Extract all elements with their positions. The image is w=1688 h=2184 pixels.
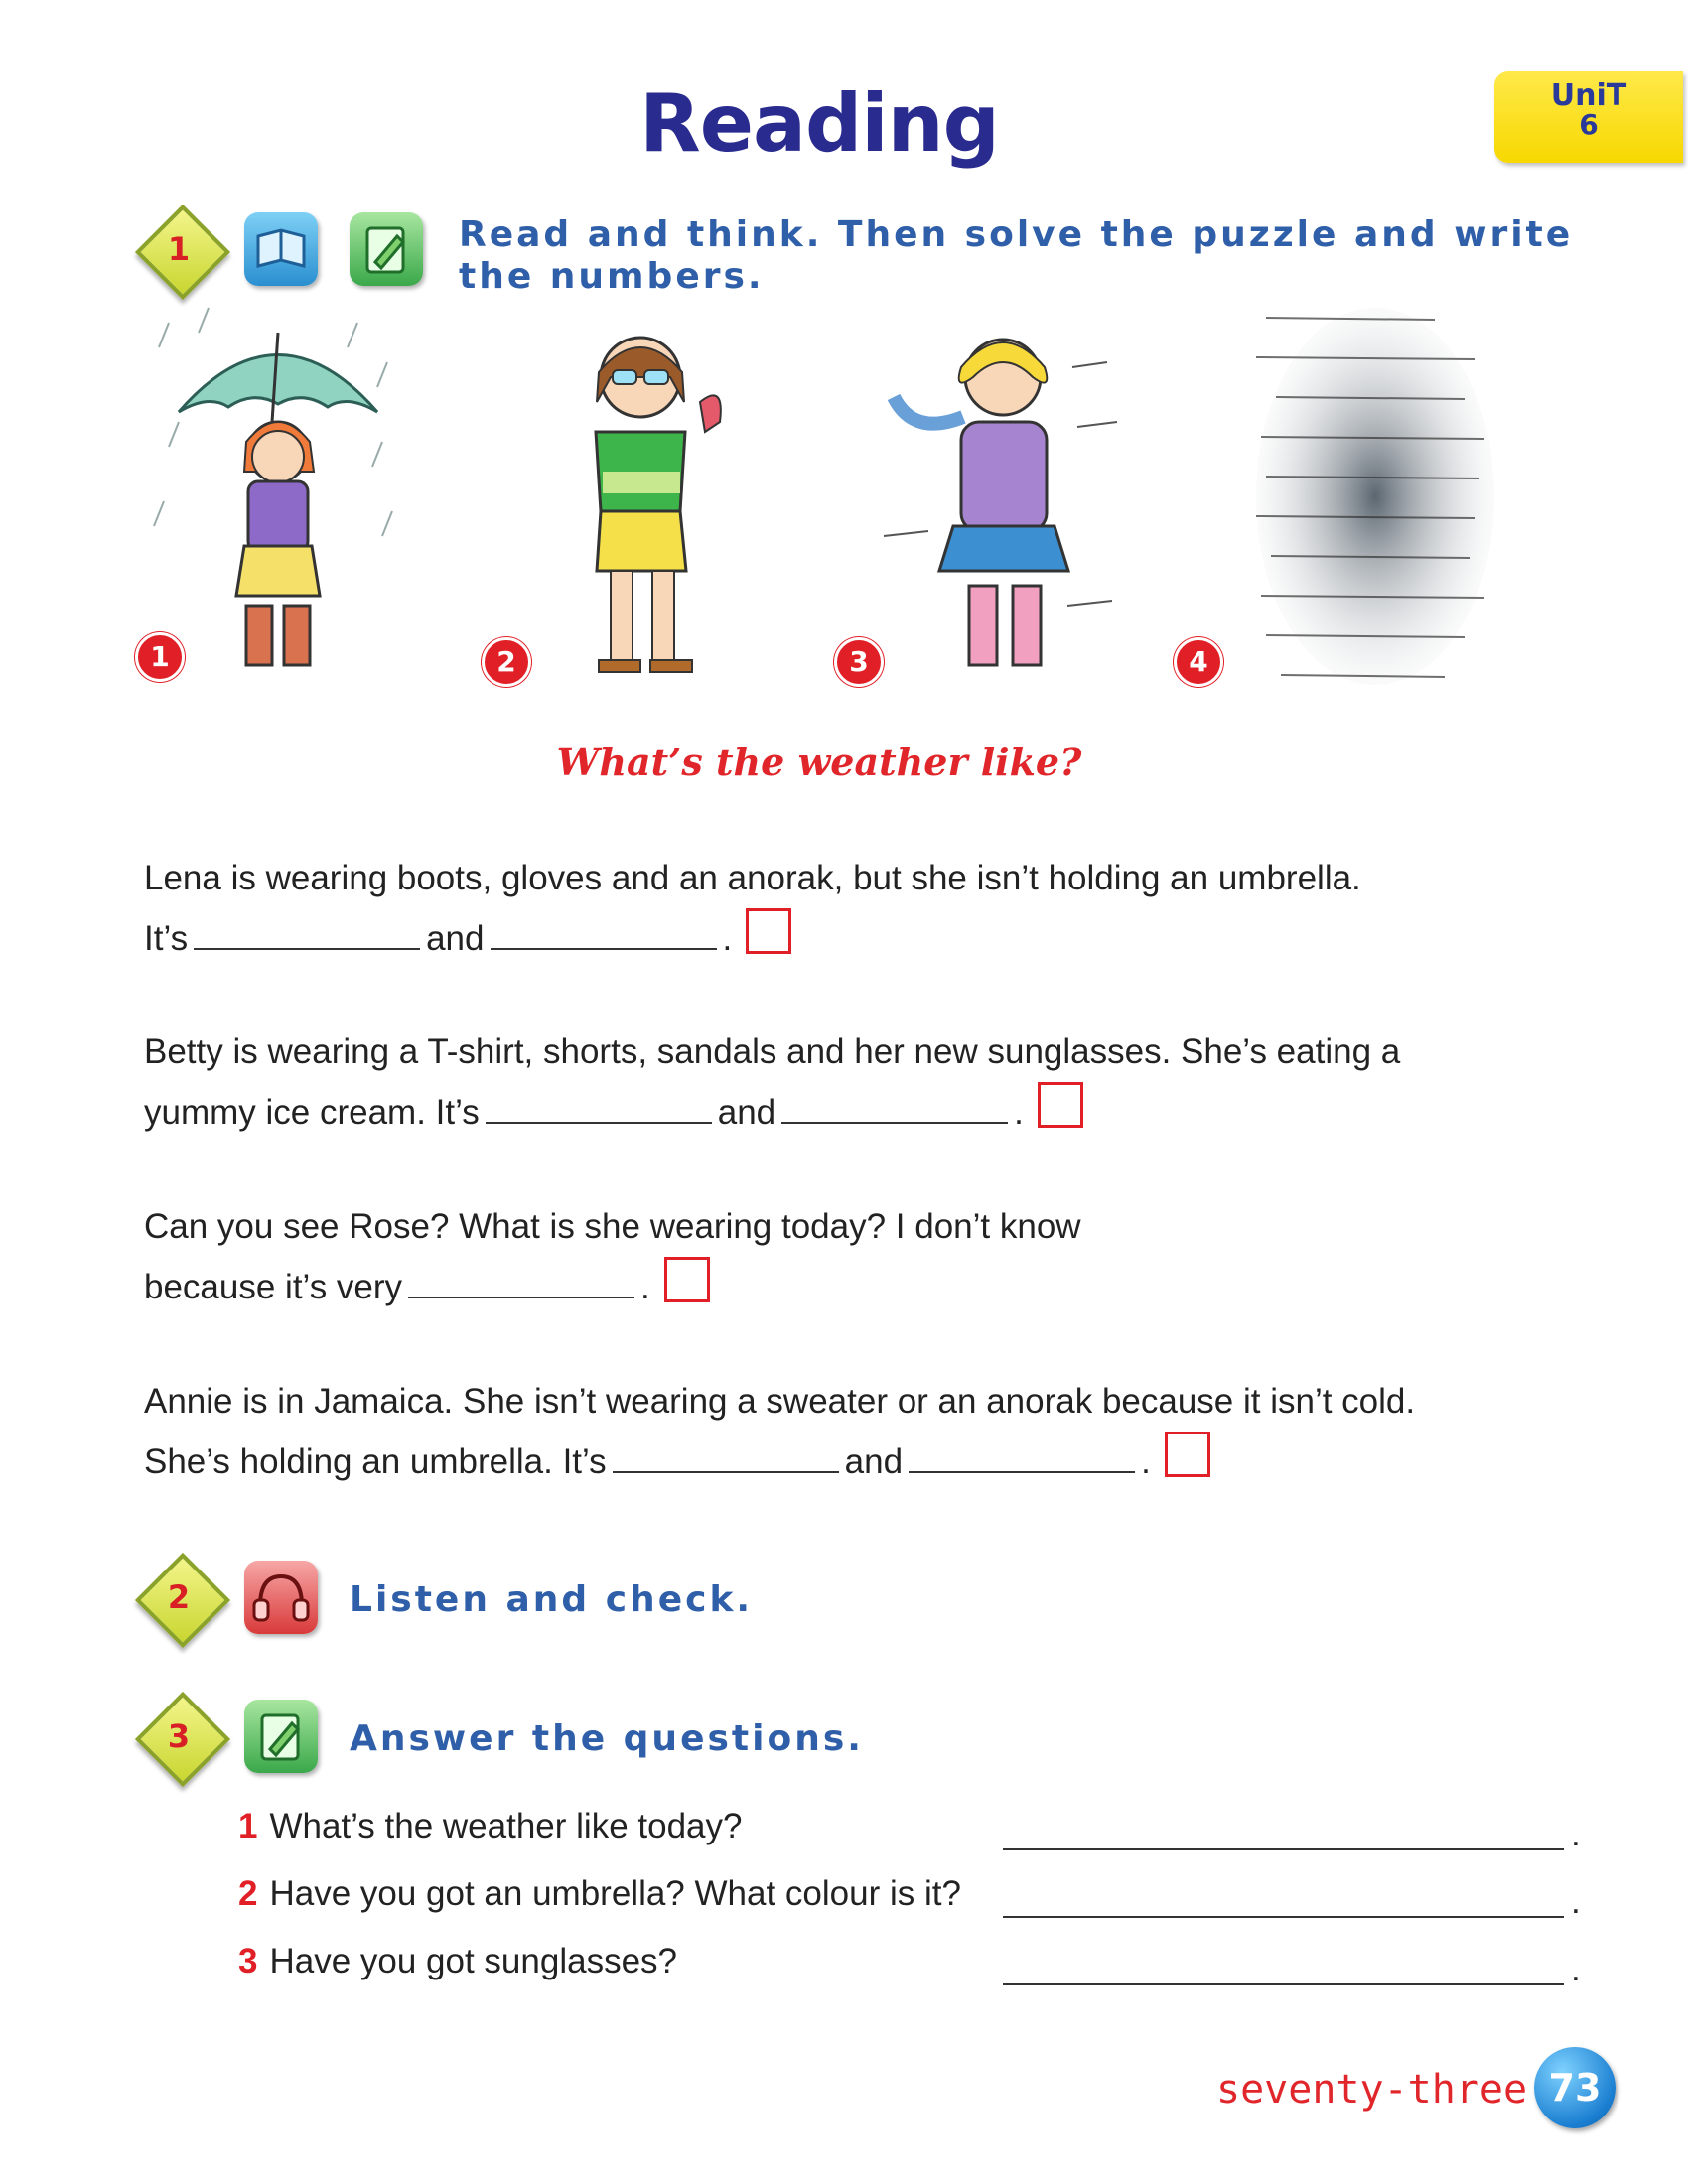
picture-badge-1: 1 (135, 632, 185, 682)
question-2 (238, 1874, 961, 1914)
paragraph-lena (144, 849, 1361, 969)
answer-line-1[interactable] (1003, 1848, 1564, 1850)
picture-windy-girl (874, 308, 1122, 690)
picture-badge-3: 3 (834, 637, 884, 687)
paragraph-line (144, 908, 1361, 969)
exercise-2-instruction: Listen and check. (350, 1579, 754, 1620)
unit-number: 6 (1579, 108, 1599, 141)
unit-tab (1494, 71, 1683, 163)
headphones-icon (244, 1561, 318, 1634)
paragraph-line (144, 1432, 1415, 1492)
text-segment: because it’s very (144, 1268, 403, 1306)
number-box[interactable] (1165, 1432, 1210, 1477)
exercise-3-number: 3 (167, 1717, 191, 1755)
answer-blank[interactable] (781, 1088, 1008, 1124)
paragraph-line: Betty is wearing a T-shirt, shorts, sandals and her new sunglasses. She’s eating a (144, 1032, 1401, 1071)
paragraph-line (144, 1082, 1400, 1143)
page-number-words: seventy-three (1216, 2067, 1528, 2113)
text-segment: and (426, 919, 485, 958)
question-1 (238, 1807, 742, 1846)
text-segment: yummy ice cream. It’s (144, 1093, 480, 1132)
picture-foggy-figure (1236, 298, 1509, 695)
answer-line-2[interactable] (1003, 1916, 1564, 1918)
pencil-icon (350, 212, 423, 286)
exercise-3-instruction: Answer the questions. (350, 1718, 864, 1759)
question-text: What’s the weather like today? (269, 1807, 743, 1845)
text-segment: It’s (144, 919, 189, 958)
paragraph-betty (144, 1023, 1400, 1143)
paragraph-line: Annie is in Jamaica. She isn’t wearing a sweater or an anorak because it isn’t cold. (144, 1382, 1416, 1421)
text-segment: . (640, 1268, 650, 1306)
picture-rainy-girl (149, 303, 407, 690)
question-3 (238, 1942, 677, 1981)
answer-line-3[interactable] (1003, 1983, 1564, 1985)
exercise-1-instruction-line2: the numbers. (459, 256, 765, 297)
exercise-1-number: 1 (167, 230, 191, 268)
answer-blank[interactable] (491, 914, 717, 950)
paragraph-annie (144, 1372, 1415, 1492)
pencil-icon (244, 1700, 318, 1773)
question-text: Have you got an umbrella? What colour is it? (269, 1874, 961, 1913)
answer-blank[interactable] (408, 1263, 634, 1298)
answer-blank[interactable] (909, 1437, 1135, 1473)
reading-subtitle: What’s the weather like? (556, 740, 1082, 784)
text-segment: and (717, 1093, 776, 1132)
picture-badge-2: 2 (482, 637, 531, 687)
picture-badge-4: 4 (1174, 637, 1223, 687)
text-segment: She’s holding an umbrella. It’s (144, 1442, 607, 1481)
paragraph-line: Can you see Rose? What is she wearing today? I don’t know (144, 1207, 1081, 1246)
unit-label: UniT (1550, 78, 1627, 113)
page-number-badge: 73 (1534, 2047, 1616, 2128)
picture-sunny-girl (541, 323, 750, 690)
exercise-2-number: 2 (167, 1578, 191, 1616)
paragraph-line (144, 1257, 1081, 1317)
number-box[interactable] (746, 908, 791, 954)
question-number: 1 (238, 1807, 258, 1845)
question-number: 2 (238, 1874, 258, 1913)
text-segment: . (1141, 1442, 1151, 1481)
answer-blank[interactable] (486, 1088, 712, 1124)
answer-period: . (1571, 1950, 1581, 1988)
question-text: Have you got sunglasses? (269, 1942, 678, 1980)
exercise-1-instruction-line1: Read and think. Then solve the puzzle and write (459, 214, 1574, 255)
text-segment: . (1014, 1093, 1024, 1132)
answer-blank[interactable] (194, 914, 420, 950)
number-box[interactable] (1038, 1082, 1083, 1128)
paragraph-rose (144, 1197, 1081, 1317)
book-icon (244, 212, 318, 286)
text-segment: and (844, 1442, 904, 1481)
paragraph-line: Lena is wearing boots, gloves and an anorak, but she isn’t holding an umbrella. (144, 859, 1361, 897)
page-title: Reading (639, 77, 999, 170)
answer-period: . (1571, 1815, 1581, 1853)
number-box[interactable] (664, 1257, 710, 1302)
question-number: 3 (238, 1942, 258, 1980)
answer-period: . (1571, 1882, 1581, 1921)
text-segment: . (722, 919, 733, 958)
answer-blank[interactable] (613, 1437, 839, 1473)
